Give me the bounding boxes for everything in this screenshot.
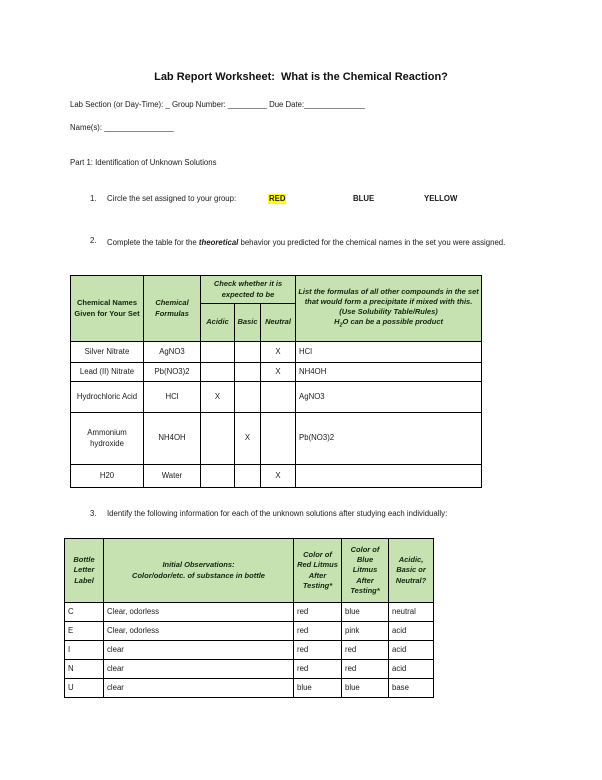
t2-header-observations: [104, 539, 294, 603]
t2-r3-verdict: acid: [389, 641, 434, 660]
t1-r1-basic: [235, 342, 261, 363]
t1-r2-neutral: X: [261, 363, 296, 382]
t1-r3-basic: [235, 382, 261, 413]
t2-r1-blue: blue: [342, 603, 389, 622]
t1-r5-name: H20: [71, 465, 144, 488]
table-row: [65, 622, 434, 641]
t2-r1-verdict: neutral: [389, 603, 434, 622]
t2-r2-verdict: acid: [389, 622, 434, 641]
item-1-number: 1.: [90, 194, 97, 203]
item-3-text: Identify the following information for each of the unknown solutions after studying each individually:: [107, 509, 448, 518]
t1-header-precipitate-line3: [298, 317, 479, 330]
t1-r4-neutral: [261, 413, 296, 465]
t2-r3-blue: red: [342, 641, 389, 660]
t2-r4-verdict: acid: [389, 660, 434, 679]
t2-header-observations-line2: Color/odor/etc. of substance in bottle: [132, 570, 265, 580]
t1-r4-acidic: [201, 413, 235, 465]
t2-r4-observations: clear: [104, 660, 294, 679]
t1-r2-precipitate: NH4OH: [296, 363, 482, 382]
t2-r2-label: E: [65, 622, 104, 641]
t1-r3-name: Hydrochloric Acid: [71, 382, 144, 413]
item-3-number: 3.: [90, 509, 97, 518]
t1-r4-formula: NH4OH: [144, 413, 201, 465]
t2-r5-observations: clear: [104, 679, 294, 698]
t2-r4-red: red: [294, 660, 342, 679]
h2o-subscript: 2: [339, 322, 343, 329]
t1-r5-basic: [235, 465, 261, 488]
option-blue: BLUE: [353, 194, 375, 203]
table-row: [71, 465, 482, 488]
t1-r2-name: Lead (II) Nitrate: [71, 363, 144, 382]
table-row: [65, 641, 434, 660]
item-1: [0, 194, 602, 206]
t1-r1-precipitate: HCl: [296, 342, 482, 363]
table-row: [71, 342, 482, 363]
names-field-line: Name(s): ________________: [70, 123, 174, 132]
t1-r1-neutral: X: [261, 342, 296, 363]
t1-r5-formula: Water: [144, 465, 201, 488]
t1-header-check-group: Check whether it is expected to be: [201, 276, 296, 304]
t2-r3-label: I: [65, 641, 104, 660]
table-row: [71, 363, 482, 382]
item-2-text-after: behavior you predicted for the chemical names in the set you were assigned.: [238, 238, 506, 247]
t2-r3-observations: clear: [104, 641, 294, 660]
t1-header-basic: Basic: [235, 304, 261, 342]
option-yellow: YELLOW: [424, 194, 458, 203]
theoretical-behavior-table: [70, 275, 482, 488]
t1-r3-acidic: X: [201, 382, 235, 413]
unknown-solutions-table: [64, 538, 434, 698]
h2o-prefix: H: [334, 317, 340, 327]
page-title: Lab Report Worksheet: What is the Chemical Reaction?: [154, 71, 448, 83]
lab-section-fields-line: Lab Section (or Day-Time): _ Group Number: _________ Due Date:______________: [70, 100, 365, 109]
t2-r5-red: blue: [294, 679, 342, 698]
item-2-text-emphasis: theoretical: [198, 238, 239, 247]
t1-r5-acidic: [201, 465, 235, 488]
item-2: [0, 236, 602, 264]
t1-r4-name: Ammonium hydroxide: [71, 413, 144, 465]
t2-r5-blue: blue: [342, 679, 389, 698]
t2-r1-red: red: [294, 603, 342, 622]
t2-r1-label: C: [65, 603, 104, 622]
t2-r2-red: red: [294, 622, 342, 641]
t2-r2-observations: Clear, odorless: [104, 622, 294, 641]
table-row: [65, 679, 434, 698]
t2-header-red-litmus: Color of Red Litmus After Testing*: [294, 539, 342, 603]
t2-r5-label: U: [65, 679, 104, 698]
t1-header-neutral: Neutral: [261, 304, 296, 342]
item-2-text: [107, 236, 519, 249]
t2-r1-observations: Clear, odorless: [104, 603, 294, 622]
table-row: [71, 413, 482, 465]
table-row: [65, 660, 434, 679]
t1-header-precipitate-line2: (Use Solubility Table/Rules): [339, 307, 438, 317]
t2-r2-blue: pink: [342, 622, 389, 641]
t1-r2-basic: [235, 363, 261, 382]
item-1-text: Circle the set assigned to your group:: [107, 194, 237, 203]
t1-r3-precipitate: AgNO3: [296, 382, 482, 413]
t1-header-acidic: Acidic: [201, 304, 235, 342]
t1-header-chemical-formulas: Chemical Formulas: [144, 276, 201, 342]
t2-header-verdict: Acidic, Basic or Neutral?: [389, 539, 434, 603]
h2o-suffix: O can be a possible product: [342, 317, 443, 327]
t2-r5-verdict: base: [389, 679, 434, 698]
part1-heading: Part 1: Identification of Unknown Solutions: [70, 158, 217, 167]
t1-header-precipitate: [296, 276, 482, 342]
t1-r3-formula: HCl: [144, 382, 201, 413]
t1-r5-neutral: X: [261, 465, 296, 488]
table-row: [65, 603, 434, 622]
t1-r1-acidic: [201, 342, 235, 363]
table-row: [71, 382, 482, 413]
t2-r4-label: N: [65, 660, 104, 679]
t1-r3-neutral: [261, 382, 296, 413]
t2-header-bottle-label: Bottle Letter Label: [65, 539, 104, 603]
t1-r4-basic: X: [235, 413, 261, 465]
item-2-text-before: Complete the table for the: [107, 238, 199, 247]
t1-r1-name: Silver Nitrate: [71, 342, 144, 363]
t1-r5-precipitate: [296, 465, 482, 488]
t1-r2-acidic: [201, 363, 235, 382]
item-3: [0, 509, 602, 521]
t1-r1-formula: AgNO3: [144, 342, 201, 363]
t1-header-precipitate-line1: List the formulas of all other compounds in the set that would form a precipitate if mixed with this.: [298, 286, 479, 306]
item-2-number: 2.: [90, 236, 97, 245]
option-red: RED: [269, 194, 286, 203]
t1-r4-precipitate: Pb(NO3)2: [296, 413, 482, 465]
t2-r4-blue: red: [342, 660, 389, 679]
t2-r3-red: red: [294, 641, 342, 660]
t2-header-blue-litmus: Color of Blue Litmus After Testing*: [342, 539, 389, 603]
t2-header-observations-line1: Initial Observations:: [162, 560, 235, 570]
t1-r2-formula: Pb(NO3)2: [144, 363, 201, 382]
t1-header-chemical-names: Chemical Names Given for Your Set: [71, 276, 144, 342]
